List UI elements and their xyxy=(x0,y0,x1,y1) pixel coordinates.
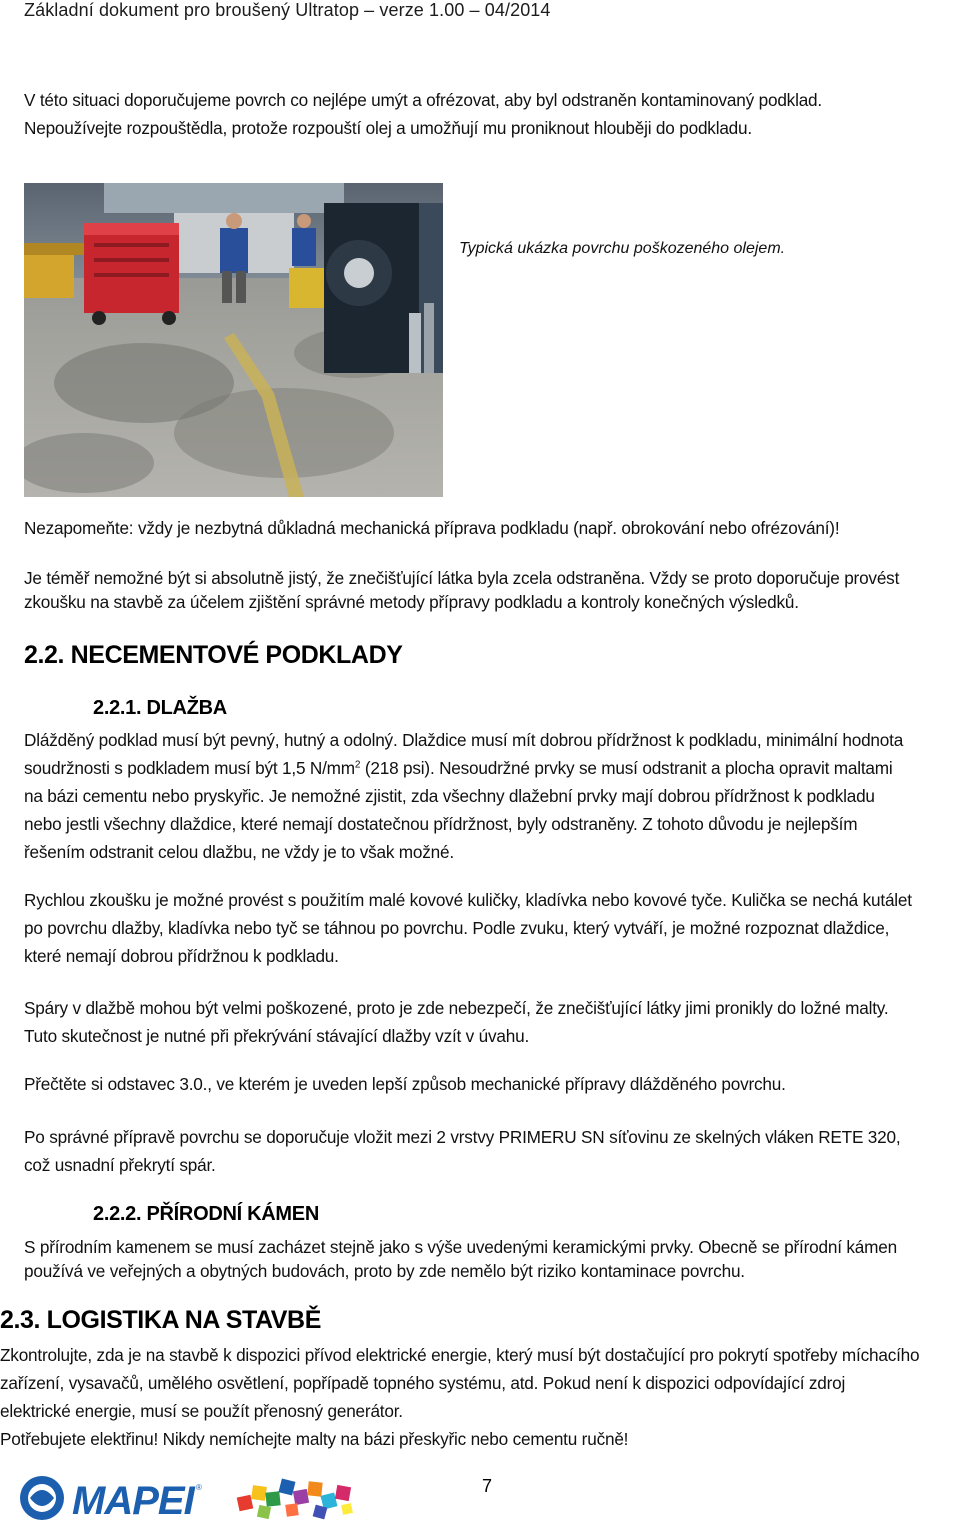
tiles-para-2-line-2: po povrchu dlažby, kladívka nebo tyč se táhnou po povrchu. Podle zvuku, který vytváří, je možné rozpoznat dlaždice, xyxy=(24,918,890,938)
page-number: 7 xyxy=(482,1476,493,1496)
tiles-para-2-line-1: Rychlou zkoušku je možné provést s použitím malé kovové kuličky, kladívka nebo kovové tyče. Kulička se nechá kutálet xyxy=(24,890,912,910)
document-header: Základní dokument pro broušený Ultratop – verze 1.00 – 04/2014 xyxy=(24,0,551,20)
section-heading-2-2-1: 2.2.1. DLAŽBA xyxy=(93,697,227,719)
tiles-para-1-line-4: nebo jestli všechny dlaždice, které nemají dostatečnou přídržnost, byly odstraněny. Z tohoto důvodu je nejlepším xyxy=(24,814,858,834)
stone-line-2: používá ve veřejných a obytných budovách, proto by zde nemělo být riziko kontaminace povrchu. xyxy=(24,1261,745,1281)
tiles-para-1-line-3: na bázi cementu nebo pryskyřic. Je nemožné zjistit, zda všechny dlažební prvky mají dobrou přídržnost k podkladu xyxy=(24,786,875,806)
warning-line-1: Je téměř nemožné být si absolutně jistý, že znečišťující látka byla zcela odstraněna. Vždy se proto doporučuje provést xyxy=(24,568,900,588)
tiles-para-3-line-2: Tuto skutečnost je nutné při překrývání stávající dlažby vzít v úvahu. xyxy=(24,1026,530,1046)
mapei-logo xyxy=(16,1468,356,1534)
tiles-para-1-line-5: řešením odstranit celou dlažbu, ne vždy je to však možné. xyxy=(24,842,454,862)
oil-damaged-floor-photo xyxy=(24,183,443,497)
logistics-line-4: Potřebujete elektřinu! Nikdy nemíchejte malty na bázi přeskyřic nebo cementu ručně! xyxy=(0,1429,629,1449)
tiles-para-3-line-1: Spáry v dlažbě mohou být velmi poškozené, proto je zde nebezpečí, že znečišťující látky jimi pronikly do ložné malty. xyxy=(24,998,889,1018)
section-heading-2-3: 2.3. LOGISTIKA NA STAVBĚ xyxy=(0,1306,321,1334)
section-heading-2-2: 2.2. NECEMENTOVÉ PODKLADY xyxy=(24,641,403,669)
svg-text:MAPEI: MAPEI xyxy=(72,1479,194,1523)
logistics-line-2: zařízení, vysavačů, umělého osvětlení, popřípadě topného systému, atd. Pokud není k dispozici odpovídající zdroj xyxy=(0,1373,846,1393)
logistics-line-1: Zkontrolujte, zda je na stavbě k dispozici přívod elektrické energie, který musí být dostačující pro pokrytí spotřeby míchacího xyxy=(0,1345,920,1365)
intro-line-2: Nepoužívejte rozpouštědla, protože rozpouští olej a umožňují mu proniknout hlouběji do podkladu. xyxy=(24,118,752,138)
photo-caption: Typická ukázka povrchu poškozeného olejem. xyxy=(459,240,786,257)
intro-line-1: V této situaci doporučujeme povrch co nejlépe umýt a ofrézovat, aby byl odstraněn kontaminovaný podklad. xyxy=(24,90,822,110)
tiles-para-2-line-3: které nemají dobrou přídržnou k podkladu. xyxy=(24,946,339,966)
svg-text:®: ® xyxy=(196,1483,202,1492)
tiles-para-4: Přečtěte si odstavec 3.0., ve kterém je uveden lepší způsob mechanické přípravy dlážděného povrchu. xyxy=(24,1074,786,1094)
stone-line-1: S přírodním kamenem se musí zacházet stejně jako s výše uvedenými keramickými prvky. Obecně se přírodní kámen xyxy=(24,1237,897,1257)
logistics-line-3: elektrické energie, musí se použít přenosný generátor. xyxy=(0,1401,403,1421)
tiles-para-5-line-1: Po správné přípravě povrchu se doporučuje vložit mezi 2 vrstvy PRIMERU SN síťovinu ze skelných vláken RETE 320, xyxy=(24,1127,901,1147)
warning-line-2: zkoušku na stavbě za účelem zjištění správné metody přípravy podkladu a kontroly konečných výsledků. xyxy=(24,592,799,612)
tiles-para-1-line-2: soudržnosti s podkladem musí být 1,5 $N/mm^2$ (218 psi). Nesoudržné prvky se musí odstranit a plocha opravit maltami xyxy=(24,758,893,778)
remember-note: Nezapomeňte: vždy je nezbytná důkladná mechanická příprava podkladu (např. obrokování nebo ofrézování)! xyxy=(24,518,840,538)
section-heading-2-2-2: 2.2.2. PŘÍRODNÍ KÁMEN xyxy=(93,1203,319,1225)
tiles-para-1-line-1: Dlážděný podklad musí být pevný, hutný a odolný. Dlaždice musí mít dobrou přídržnost k podkladu, minimální hodnota xyxy=(24,730,904,750)
tiles-para-5-line-2: což usnadní překrytí spár. xyxy=(24,1155,216,1175)
